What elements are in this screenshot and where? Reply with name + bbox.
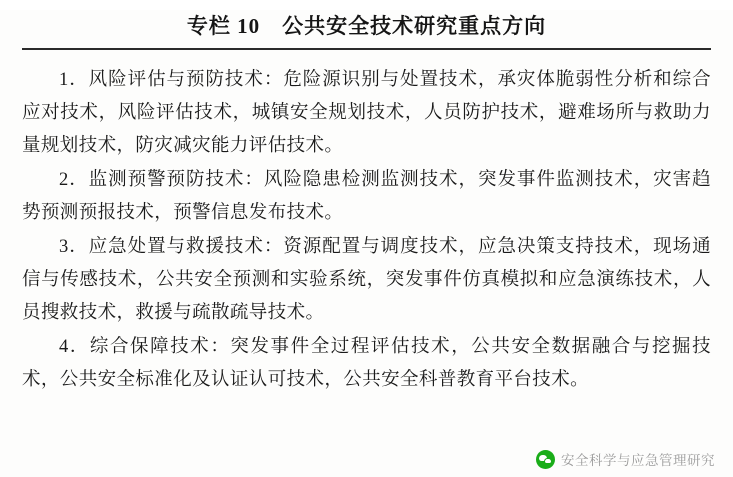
paragraph-1: 1．风险评估与预防技术：危险源识别与处置技术，承灾体脆弱性分析和综合应对技术，风险评估技术，城镇安全规划技术，人员防护技术，避难场所与救助力量规划技术，防灾减灾能力评估技术。 (22, 70, 711, 156)
document-page (0, 10, 733, 477)
title-text: 公共安全技术研究重点方向 (282, 14, 547, 38)
wechat-logo-icon (536, 450, 555, 469)
paragraph-3: 3．应急处置与救援技术：资源配置与调度技术，应急决策支持技术，现场通信与传感技术，公共安全预测和实验系统，突发事件仿真模拟和应急演练技术，人员搜救技术，救援与疏散疏导技术。 (22, 237, 711, 323)
paragraph-4: 4．综合保障技术：突发事件全过程评估技术，公共安全数据融合与挖掘技术，公共安全标准化及认证认可技术，公共安全科普教育平台技术。 (22, 337, 711, 390)
watermark-label: 安全科学与应急管理研究 (561, 453, 715, 468)
watermark (536, 449, 715, 469)
title-number: 专栏 10 (186, 14, 261, 38)
document-body (22, 64, 711, 397)
page-title (22, 10, 711, 50)
title-line (22, 10, 711, 40)
paragraph-2: 2．监测预警预防技术：风险隐患检测监测技术，突发事件监测技术，灾害趋势预测预报技术，预警信息发布技术。 (22, 170, 711, 223)
